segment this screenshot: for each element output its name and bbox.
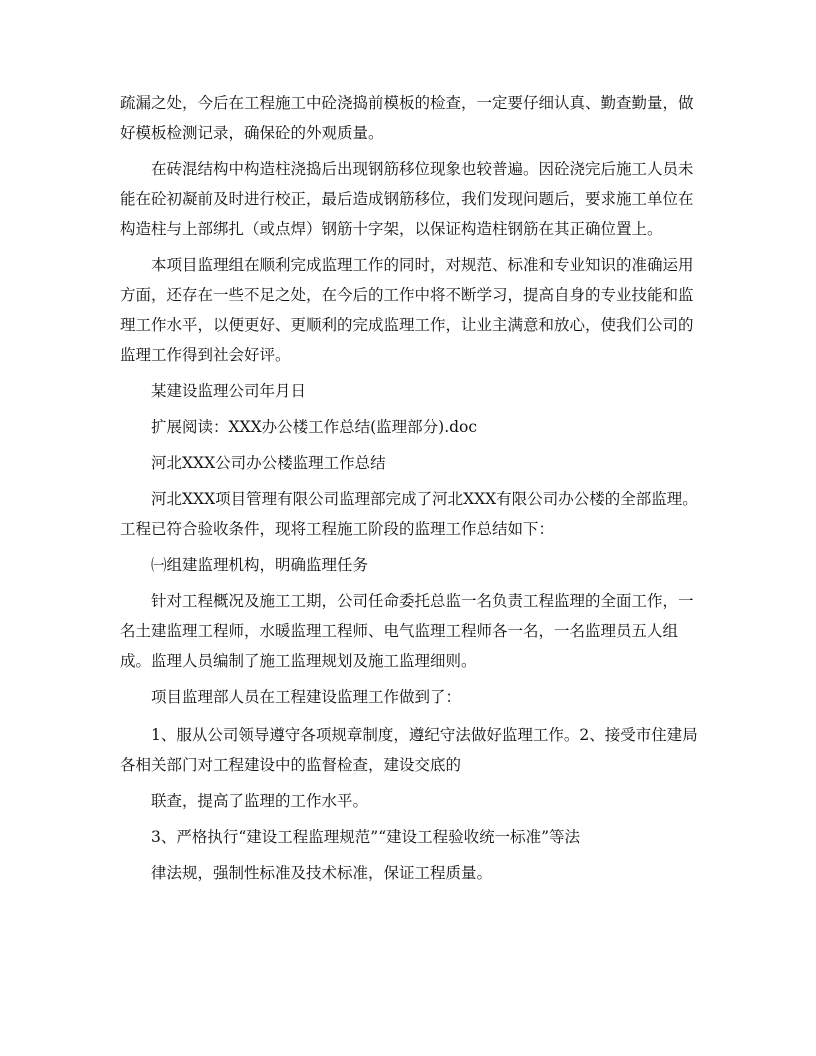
paragraph-duty-2-continued: 联查，提高了监理的工作水平。 [151,792,369,810]
paragraph-team-duties-intro: 项目监理部人员在工程建设监理工作做到了： [151,688,462,706]
paragraph-document-title: 河北XXX公司办公楼监理工作总结 [151,454,386,472]
paragraph-project-completion: 河北XXX项目管理有限公司监理部完成了河北XXX有限公司办公楼的全部监理。工程已符合验收条件，现将工程施工阶段的监理工作总结如下： [120,490,698,538]
paragraph-company-signature: 某建设监理公司年月日 [151,382,307,400]
paragraph-extended-reading: 扩展阅读：XXX办公楼工作总结(监理部分).doc [151,418,478,436]
document-body [120,88,706,888]
paragraph-supervision-summary: 本项目监理组在顺利完成监理工作的同时，对规范、标准和专业知识的准确运用方面，还存在一些不足之处，在今后的工作中将不断学习，提高自身的专业技能和监理工作水平，以便更好、更顺利的完成监理工作，让业主满意和放心，使我们公司的监理工作得到社会好评。 [120,256,694,364]
paragraph-duty-3-continued: 律法规，强制性标准及技术标准，保证工程质量。 [151,864,493,882]
paragraph-formwork-check: 疏漏之处，今后在工程施工中砼浇捣前模板的检查，一定要仔细认真、勤查勤量，做好模板检测记录，确保砼的外观质量。 [120,94,694,142]
paragraph-duty-1-2: 1、服从公司领导遵守各项规章制度，遵纪守法做好监理工作。2、接受市住建局各相关部门对工程建设中的监督检查，建设交底的 [120,726,698,774]
paragraph-rebar-displacement: 在砖混结构中构造柱浇捣后出现钢筋移位现象也较普遍。因砼浇完后施工人员未能在砼初凝前及时进行校正，最后造成钢筋移位，我们发现问题后，要求施工单位在构造柱与上部绑扎（或点焊）钢筋十字架，以保证构造柱钢筋在其正确位置上。 [120,160,694,238]
paragraph-organization: 针对工程概况及施工工期，公司任命委托总监一名负责工程监理的全面工作，一名土建监理工程师，水暖监理工程师、电气监理工程师各一名，一名监理员五人组成。监理人员编制了施工监理规划及施工监理细则。 [120,592,694,670]
paragraph-duty-3: 3、严格执行“建设工程监理规范”“建设工程验收统一标准”等法 [151,828,581,846]
paragraph-section-heading: ㈠组建监理机构，明确监理任务 [151,556,369,574]
